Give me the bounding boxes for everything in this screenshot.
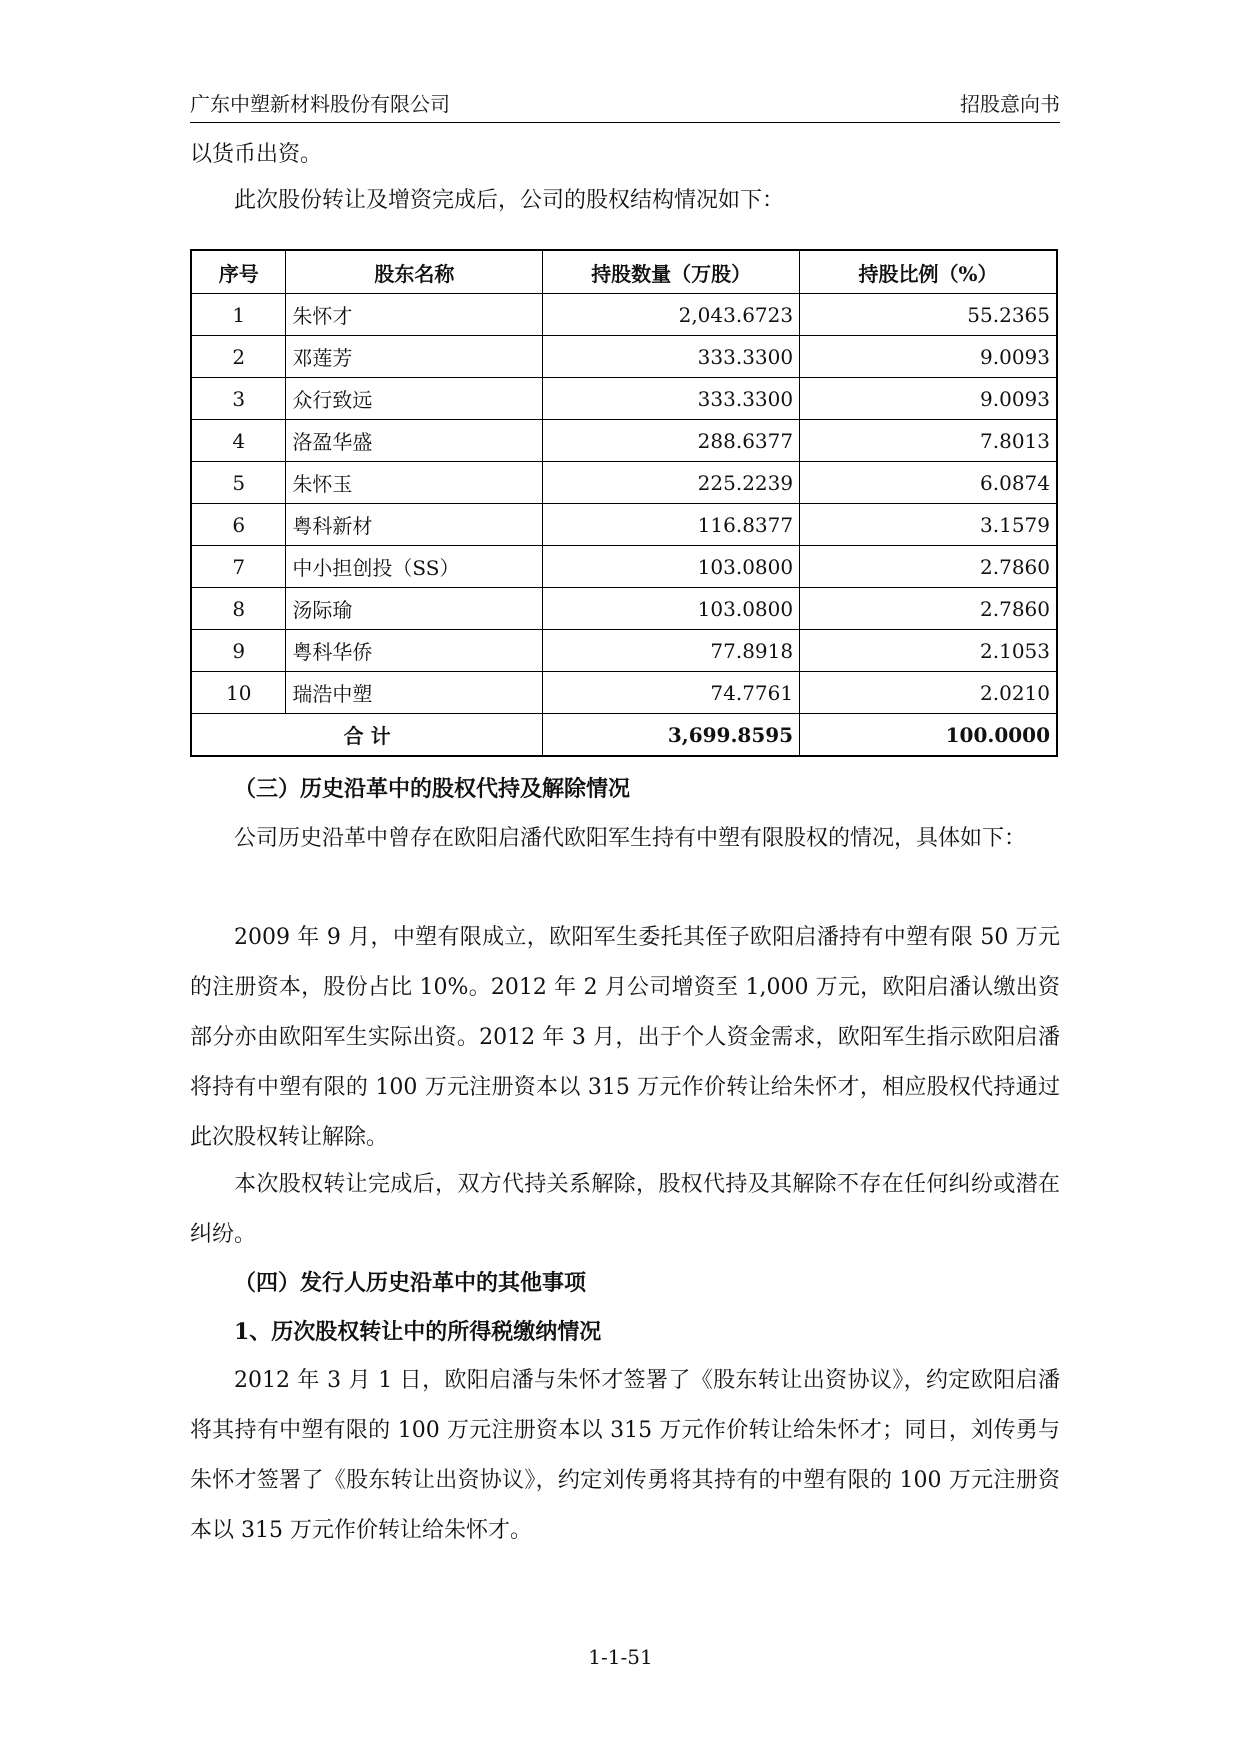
table-row xyxy=(191,378,1057,420)
table-row xyxy=(191,462,1057,504)
share-count: 333.3300 xyxy=(543,378,800,420)
share-count: 2,043.6723 xyxy=(543,294,800,336)
paragraph: 本次股权转让完成后，双方代持关系解除，股权代持及其解除不存在任何纠纷或潜在纠纷。 xyxy=(190,1172,1060,1247)
section-heading: （三）历史沿革中的股权代持及解除情况 xyxy=(234,776,631,802)
shareholder-name: 众行致远 xyxy=(286,378,543,420)
shareholder-name: 汤际瑜 xyxy=(286,588,543,630)
row-index: 8 xyxy=(191,588,286,630)
share-ratio: 3.1579 xyxy=(800,504,1057,546)
total-share-count: 3,699.8595 xyxy=(543,714,800,757)
page-header xyxy=(190,86,1060,123)
table-total-row xyxy=(191,714,1057,757)
shareholder-name: 邓莲芳 xyxy=(286,336,543,378)
table-header-row xyxy=(191,250,1057,294)
paragraph: 2012 年 3 月 1 日，欧阳启潘与朱怀才签署了《股东转让出资协议》，约定欧阳启潘将其持有中塑有限的 100 万元注册资本以 315 万元作价转让给朱怀才；同日，刘传勇与朱怀才签署了《股东转让出资协议》，约定刘传勇将其持有的中塑有限的 100 万元注册资本以 315 万元作价转让给朱怀才。 xyxy=(190,1368,1060,1543)
row-index: 5 xyxy=(191,462,286,504)
column-header: 持股比例（%） xyxy=(800,250,1057,294)
share-ratio: 2.7860 xyxy=(800,588,1057,630)
paragraph: 以货币出资。 xyxy=(190,142,323,167)
subsection-heading: 1、历次股权转让中的所得税缴纳情况 xyxy=(234,1319,602,1345)
share-count: 225.2239 xyxy=(543,462,800,504)
paragraph: 2009 年 9 月，中塑有限成立，欧阳军生委托其侄子欧阳启潘持有中塑有限 50 万元的注册资本，股份占比 10%。2012 年 2 月公司增资至 1,000 万元，欧阳启潘认缴出资部分亦由欧阳军生实际出资。2012 年 3 月，出于个人资金需求，欧阳军生指示欧阳启潘将持有中塑有限的 100 万元注册资本以 315 万元作价转让给朱怀才，相应股权代持通过此次股权转让解除。 xyxy=(190,925,1060,1150)
table-row xyxy=(191,336,1057,378)
shareholder-name: 粤科新材 xyxy=(286,504,543,546)
page-number: 1-1-51 xyxy=(588,1645,653,1669)
shareholder-name: 朱怀玉 xyxy=(286,462,543,504)
paragraph: 公司历史沿革中曾存在欧阳启潘代欧阳军生持有中塑有限股权的情况，具体如下： xyxy=(234,826,1027,851)
share-ratio: 2.7860 xyxy=(800,546,1057,588)
shareholder-name: 中小担创投（SS） xyxy=(286,546,543,588)
share-ratio: 9.0093 xyxy=(800,336,1057,378)
share-count: 103.0800 xyxy=(543,588,800,630)
row-index: 7 xyxy=(191,546,286,588)
share-count: 103.0800 xyxy=(543,546,800,588)
row-index: 9 xyxy=(191,630,286,672)
table-row xyxy=(191,546,1057,588)
row-index: 1 xyxy=(191,294,286,336)
column-header: 持股数量（万股） xyxy=(543,250,800,294)
share-ratio: 9.0093 xyxy=(800,378,1057,420)
equity-structure-table xyxy=(190,249,1058,757)
row-index: 6 xyxy=(191,504,286,546)
document-type: 招股意向书 xyxy=(960,92,1060,116)
share-ratio: 55.2365 xyxy=(800,294,1057,336)
row-index: 2 xyxy=(191,336,286,378)
row-index: 3 xyxy=(191,378,286,420)
shareholder-name: 朱怀才 xyxy=(286,294,543,336)
shareholder-name: 洛盈华盛 xyxy=(286,420,543,462)
share-ratio: 7.8013 xyxy=(800,420,1057,462)
table-row xyxy=(191,504,1057,546)
share-count: 77.8918 xyxy=(543,630,800,672)
table-row xyxy=(191,672,1057,714)
share-ratio: 2.0210 xyxy=(800,672,1057,714)
total-share-ratio: 100.0000 xyxy=(800,714,1057,757)
share-count: 74.7761 xyxy=(543,672,800,714)
row-index: 4 xyxy=(191,420,286,462)
company-name: 广东中塑新材料股份有限公司 xyxy=(190,92,450,116)
share-count: 288.6377 xyxy=(543,420,800,462)
column-header: 序号 xyxy=(191,250,286,294)
share-ratio: 6.0874 xyxy=(800,462,1057,504)
table-row xyxy=(191,294,1057,336)
shareholder-name: 瑞浩中塑 xyxy=(286,672,543,714)
share-count: 116.8377 xyxy=(543,504,800,546)
share-ratio: 2.1053 xyxy=(800,630,1057,672)
table-row xyxy=(191,630,1057,672)
paragraph: 此次股份转让及增资完成后，公司的股权结构情况如下： xyxy=(234,188,785,213)
total-label: 合 计 xyxy=(191,714,543,757)
table-row xyxy=(191,420,1057,462)
section-heading: （四）发行人历史沿革中的其他事项 xyxy=(234,1270,587,1296)
column-header: 股东名称 xyxy=(286,250,543,294)
share-count: 333.3300 xyxy=(543,336,800,378)
table-row xyxy=(191,588,1057,630)
row-index: 10 xyxy=(191,672,286,714)
shareholder-name: 粤科华侨 xyxy=(286,630,543,672)
